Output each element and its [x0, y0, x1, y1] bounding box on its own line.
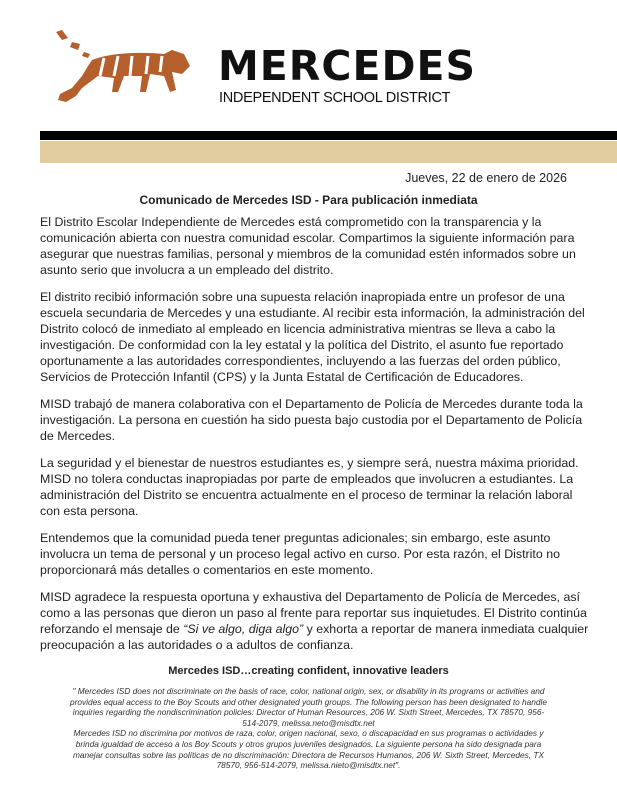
paragraph: El Distrito Escolar Independiente de Mercedes está comprometido con la transparencia y la comunicación abierta con nuestra comunidad escolar. Compartimos la siguiente información para asegurar que nuestras familias, personal y miembros de la comunidad estén informados sobre un asunto serio que involucra a un empleado del distrito. [40, 215, 576, 277]
paragraph-text: MISD agradece la respuesta oportuna y exhaustiva del Departamento de Policía de Mercedes, así como a las personas que dieron un paso al frente para reportar sus inquietudes. El Distrito continúa reforzando el mensaje de [40, 590, 587, 636]
notice-english: " Mercedes ISD does not discriminate on the basis of race, color, national origin, sex, or disability in its programs or activities and provides equal access to the Boy Scouts and other designated youth groups. The following person has been designated to handle inquiries regarding the nondiscrimination policies: Director of Human Resources, 206 W. Sixth Street, Mercedes, TX 78570, 956-514-2079, melissa.neto@misdtx.net [70, 686, 547, 728]
paragraph [40, 589, 590, 653]
brand-name: MERCEDES [218, 42, 477, 90]
paragraph: Entendemos que la comunidad pueda tener preguntas adicionales; sin embargo, este asunto involucra un tema de personal y un proceso legal activo en curso. Por esta razón, el Distrito no proporcionará más detalles o comentarios en este momento. [40, 531, 560, 577]
header-black-bar [40, 131, 617, 140]
date: Jueves, 22 de enero de 2026 [405, 171, 567, 185]
brand-subtitle: INDEPENDENT SCHOOL DISTRICT [219, 90, 451, 106]
notice-spanish: Mercedes ISD no discrimina por motivos de raza, color, origen nacional, sexo, o discapacidad en sus programas o actividades y brinda igualdad de acceso a los Boy Scouts y otros grupos juveniles designados. La siguiente persona ha sido designada para manejar consultas sobre las políticas de no discriminación: Directora de Recursos Humanos, 206 W. Sixth Street, Mercedes, TX 78570, 956-514-2079, melissa.nieto@misdtx.net". [73, 728, 544, 771]
nondiscrimination-notice [70, 686, 548, 771]
document-body [40, 214, 590, 653]
document-title: Comunicado de Mercedes ISD - Para publicación inmediata [139, 193, 478, 207]
tagline: Mercedes ISD…creating confident, innovative leaders [168, 665, 449, 677]
slogan-quote: “Si ve algo, diga algo” [183, 622, 304, 636]
header-tan-bar [40, 141, 617, 163]
paragraph: El distrito recibió información sobre una supuesta relación inapropiada entre un profesor de una escuela secundaria de Mercedes y una estudiante. Al recibir esta información, la administración del Distrito colocó de inmediato al empleado en licencia administrativa mientras se lleva a cabo la investigación. De conformidad con la ley estatal y la política del Distrito, el asunto fue reportado oportunamente a las autoridades correspondientes, incluyendo a las fuerzas del orden público, Servicios de Protección Infantil (CPS) y la Junta Estatal de Certificación de Educadores. [40, 290, 585, 384]
paragraph: La seguridad y el bienestar de nuestros estudiantes es, y siempre será, nuestra máxima prioridad. MISD no tolera conductas inapropiadas por parte de empleados que involucren a estudiantes. La administración del Distrito se encuentra actualmente en el proceso de terminar la relación laboral con esta persona. [40, 456, 579, 518]
tiger-logo [52, 30, 202, 105]
paragraph-text: y exhorta a reportar de manera inmediata cualquier preocupación a las autoridades o a adultos de confianza. [40, 622, 589, 652]
paragraph: MISD trabajó de manera colaborativa con el Departamento de Policía de Mercedes durante toda la investigación. La persona en cuestión ha sido puesta bajo custodia por el Departamento de Policía de Mercedes. [40, 397, 583, 443]
document-content [0, 214, 617, 771]
